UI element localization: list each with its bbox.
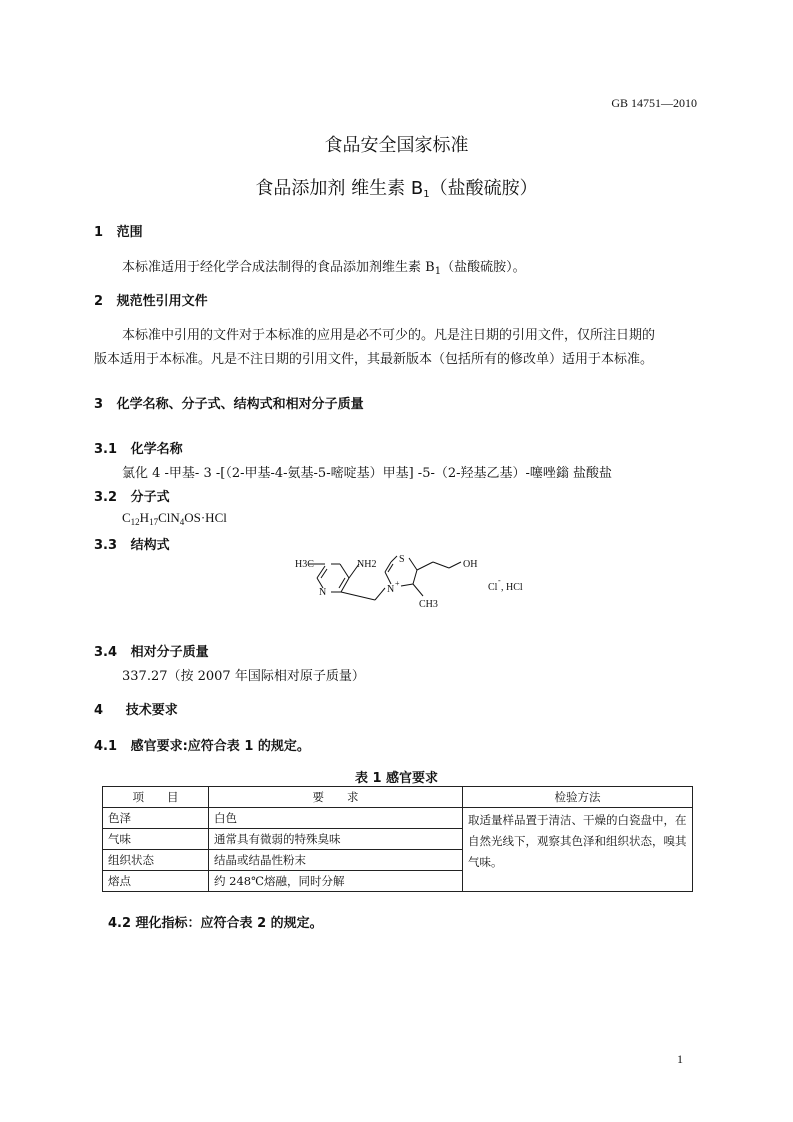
document-subtitle	[0, 174, 793, 200]
label-s: S	[399, 554, 405, 565]
formula-h: H	[139, 510, 150, 525]
table-1-caption: 表 1 感官要求	[354, 771, 439, 786]
section-title: 规范性引用文件	[116, 294, 208, 309]
molecular-mass: 337.27（按 2007 年国际相对原子质量）	[122, 669, 365, 684]
section-title: 范围	[116, 225, 143, 240]
body-text-tail: （盐酸硫胺）。	[441, 260, 526, 275]
label-nh2: NH2	[357, 559, 377, 570]
section-number: 4	[94, 703, 104, 718]
section-1-heading	[94, 221, 143, 240]
section-2-line-1: 本标准中引用的文件对于本标准的应用是必不可少的。凡是注日期的引用文件，仅所注日期的	[122, 328, 656, 343]
document-title: 食品安全国家标准	[324, 135, 469, 156]
cell-item: 组织状态	[103, 850, 209, 871]
label-plus: +	[395, 579, 400, 588]
label-n-plus: N	[387, 584, 395, 595]
section-number: 3	[94, 397, 104, 412]
cell-item: 熔点	[103, 871, 209, 892]
label-cl-charge: -	[498, 576, 501, 585]
cell-requirement: 白色	[209, 808, 463, 829]
section-4-2-heading: 4.2 理化指标：应符合表 2 的规定。	[108, 916, 323, 931]
section-number: 3.3	[94, 538, 118, 553]
cell-requirement: 约 248℃熔融，同时分解	[209, 871, 463, 892]
formula-rest: OS·HCl	[184, 510, 227, 525]
formula-c-count: 12	[130, 517, 140, 527]
section-4-1-heading	[94, 735, 310, 754]
subtitle-tail: （盐酸硫胺）	[429, 178, 538, 199]
section-3-3-heading	[94, 534, 170, 553]
formula-h-count: 17	[149, 517, 159, 527]
section-title: 感官要求:应符合表 1 的规定。	[130, 739, 310, 754]
section-number: 3.2	[94, 490, 118, 505]
page-number: 1	[677, 1052, 683, 1066]
body-subscript: 1	[434, 266, 442, 277]
section-number: 4.1	[94, 739, 118, 754]
molecular-formula	[122, 510, 227, 526]
label-cl: Cl	[488, 582, 498, 593]
section-2-line-2: 版本适用于本标准。凡是不注日期的引用文件，其最新版本（包括所有的修改单）适用于本标准。	[94, 352, 654, 367]
section-title: 分子式	[130, 490, 170, 505]
section-2-heading	[94, 290, 208, 309]
header-requirement: 要 求	[209, 787, 463, 808]
section-title: 相对分子质量	[130, 645, 209, 660]
section-title: 化学名称	[130, 442, 183, 457]
section-number: 3.1	[94, 442, 118, 457]
chemical-name: 氯化 4 -甲基- 3 -[（2-甲基-4-氨基-5-嘧啶基）甲基] -5-（2-羟基乙基）-噻唑鎓 盐酸盐	[122, 466, 613, 481]
cell-requirement: 通常具有微弱的特殊臭味	[209, 829, 463, 850]
formula-cln: ClN	[158, 510, 180, 525]
label-hcl: , HCl	[501, 582, 523, 593]
header-item: 项 目	[103, 787, 209, 808]
subtitle-main: 食品添加剂 维生素 B	[255, 178, 424, 199]
body-text: 本标准适用于经化学合成法制得的食品添加剂维生素 B	[122, 260, 435, 275]
structural-formula	[285, 548, 535, 618]
label-ch3: CH3	[419, 599, 438, 610]
cell-requirement: 结晶或结晶性粉末	[209, 850, 463, 871]
section-4-heading	[94, 699, 178, 718]
label-n-1: N	[319, 587, 327, 598]
formula-c: C	[122, 510, 131, 525]
section-3-heading	[94, 393, 364, 412]
label-oh: OH	[463, 559, 478, 570]
subtitle-subscript: 1	[423, 189, 430, 200]
structure-bonds	[309, 556, 461, 600]
section-1-body	[122, 256, 526, 275]
header-method: 检验方法	[463, 787, 693, 808]
formula-n-count: 4	[179, 517, 185, 527]
section-title: 结构式	[130, 538, 170, 553]
cell-method: 取适量样品置于清洁、干燥的白瓷盘中，在自然光线下，观察其色泽和组织状态，嗅其气味。	[463, 808, 693, 892]
section-title: 技术要求	[125, 703, 178, 718]
label-h3c: H3C	[295, 559, 314, 570]
table-row	[103, 808, 693, 829]
section-3-1-heading	[94, 438, 183, 457]
section-number: 3.4	[94, 645, 118, 660]
standard-number: GB 14751—2010	[611, 96, 697, 110]
sensory-requirements-table	[102, 786, 693, 892]
section-3-4-heading	[94, 641, 209, 660]
table-header-row	[103, 787, 693, 808]
section-number: 1	[94, 225, 104, 240]
cell-item: 气味	[103, 829, 209, 850]
section-number: 2	[94, 294, 104, 309]
section-title: 化学名称、分子式、结构式和相对分子质量	[116, 397, 364, 412]
section-3-2-heading	[94, 486, 170, 505]
cell-item: 色泽	[103, 808, 209, 829]
